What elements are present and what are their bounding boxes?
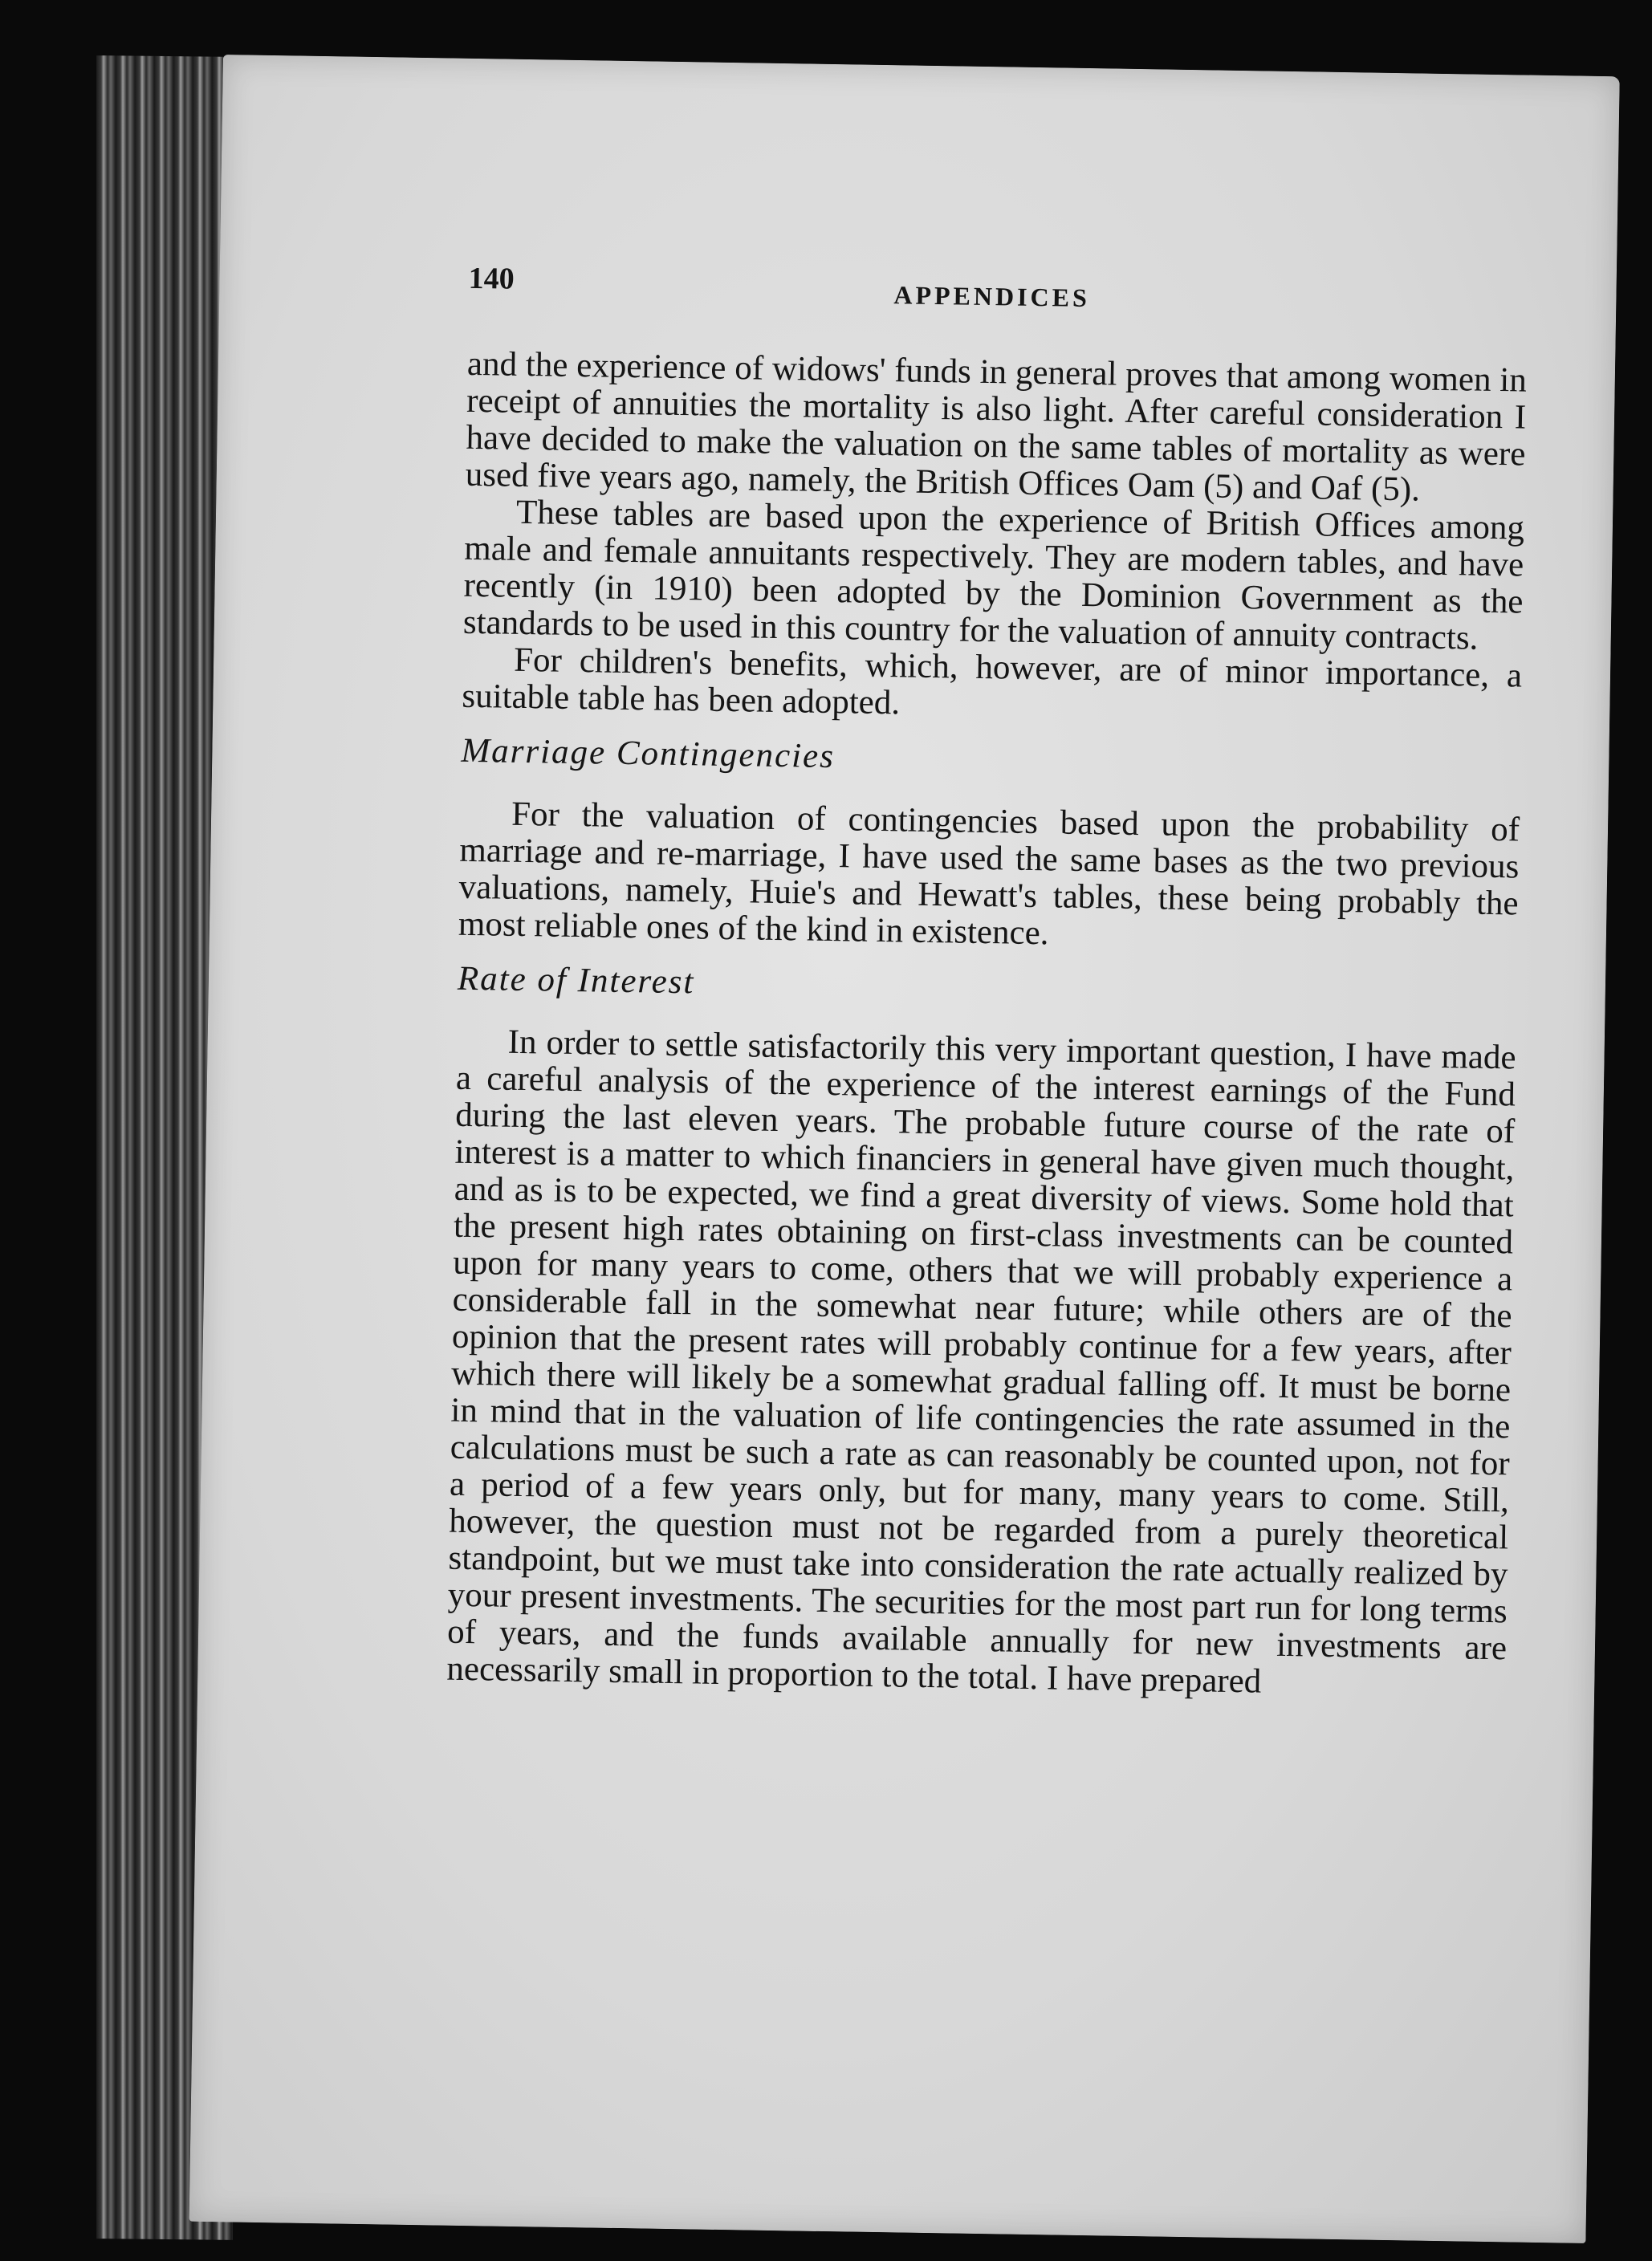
heading-marriage-contingencies: Marriage Contingencies	[461, 731, 836, 776]
page-number: 140	[468, 261, 515, 296]
page-header	[468, 261, 1528, 326]
paragraph-marriage: For the valuation of contingencies based upon the probability of marriage and re-marriage, I have used the same bases as the two previous valuations, namely, Huie's and Hewatt's tables, these being probably the most reliable ones of the kind in existence.	[458, 795, 1520, 953]
page-content	[446, 59, 1532, 1701]
paragraph-childrens-benefits: For children's benefits, which, however, are of minor importance, a suitable table has been adopted.	[462, 640, 1523, 722]
paragraph-interest: In order to settle satisfactorily this very important question, I have made a careful analysis of the experience of the interest earnings of the Fund during the last eleven years. The probable future course of the rate of interest is a matter to which financiers in general have given much thought, and as is to be expected, we find a great diversity of views. Some hold that the present high rates obtaining on first-class investments can be counted upon for many years to come, others that we will probably experience a considerable fall in the somewhat near future; while others are of the opinion that the present rates will probably continue for a few years, after which there will likely be a somewhat gradual falling off. It must be borne in mind that in the valuation of life contingencies the rate assumed in the calculations must be such a rate as can reasonably be counted upon, not for a period of a few years only, but for many, many years to come. Still, however, the question must not be regarded from a purely theoretical standpoint, but we must take into consideration the rate actually realized by your present investments. The securities for the most part run for long terms of years, and the funds available annually for new investments are necessarily small in proportion to the total. I have prepared	[446, 1023, 1516, 1701]
paragraph-widows-funds: and the experience of widows' funds in general proves that among women in receipt of annuities the mortality is also light. After careful consideration I have decided to make the valuation on the same tables of mortality as were used five years ago, namely, the British Offices Oam (5) and Oaf (5).	[465, 344, 1528, 509]
book-page	[189, 55, 1620, 2243]
paragraph-tables-basis: These tables are based upon the experience of British Offices among male and female annuitants respectively. They are modern tables, and have recently (in 1910) been adopted by the Dominion Government as the standards to be used in this country for the valuation of annuity contracts.	[462, 493, 1525, 657]
running-title: APPENDICES	[893, 280, 1091, 312]
body-text	[446, 346, 1527, 1705]
heading-rate-of-interest: Rate of Interest	[457, 959, 695, 1002]
